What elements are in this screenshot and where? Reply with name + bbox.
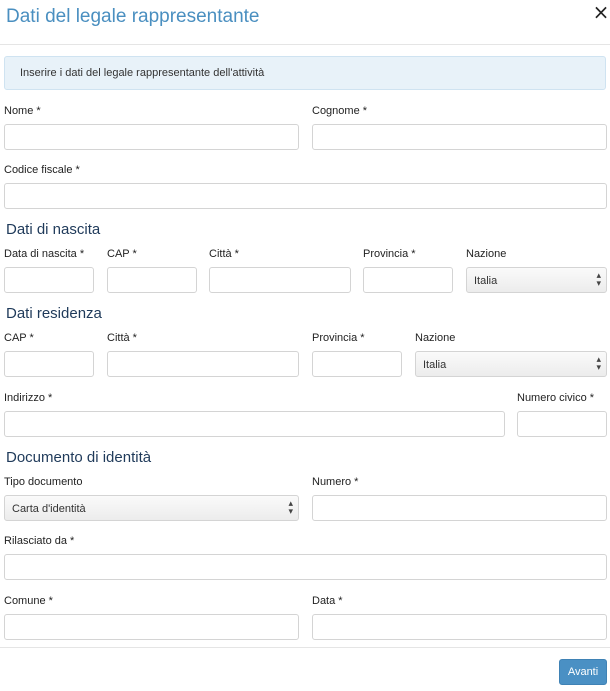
birth-section-title: Dati di nascita [6, 221, 101, 238]
close-icon[interactable]: × [592, 0, 610, 24]
select-arrows-icon: ▴ ▾ [596, 355, 601, 373]
issue-date-input[interactable] [312, 614, 607, 640]
codice-fiscale-input[interactable] [4, 183, 607, 209]
residence-province-label: Provincia * [312, 332, 365, 344]
municipality-label: Comune * [4, 595, 53, 607]
document-type-value: Carta d'identità [12, 503, 86, 515]
residence-nation-label: Nazione [415, 332, 456, 344]
issued-by-input[interactable] [4, 554, 607, 580]
residence-city-input[interactable] [107, 351, 299, 377]
document-number-input[interactable] [312, 495, 607, 521]
birth-cap-label: CAP * [107, 248, 137, 260]
street-number-input[interactable] [517, 411, 607, 437]
info-alert [4, 56, 606, 90]
issue-date-label: Data * [312, 595, 343, 607]
info-text: Inserire i dati del legale rappresentante dell'attività [20, 67, 265, 79]
issued-by-label: Rilasciato da * [4, 535, 75, 547]
birth-date-input[interactable] [4, 267, 94, 293]
document-section-title: Documento di identità [6, 449, 152, 466]
cognome-label: Cognome * [312, 105, 368, 117]
document-type-label: Tipo documento [4, 476, 83, 488]
birth-date-label: Data di nascita * [4, 248, 85, 260]
codice-fiscale-label: Codice fiscale * [4, 164, 80, 176]
street-number-label: Numero civico * [517, 392, 595, 404]
address-input[interactable] [4, 411, 505, 437]
modal-title: Dati del legale rappresentante [6, 6, 260, 27]
residence-cap-label: CAP * [4, 332, 34, 344]
address-label: Indirizzo * [4, 392, 53, 404]
residence-province-input[interactable] [312, 351, 402, 377]
document-number-label: Numero * [312, 476, 359, 488]
select-arrows-icon: ▴ ▾ [596, 271, 601, 289]
birth-province-input[interactable] [363, 267, 453, 293]
header-divider [0, 44, 610, 45]
nome-input[interactable] [4, 124, 299, 150]
cognome-input[interactable] [312, 124, 607, 150]
next-button[interactable]: Avanti [559, 659, 607, 685]
residence-cap-input[interactable] [4, 351, 94, 377]
municipality-input[interactable] [4, 614, 299, 640]
birth-province-label: Provincia * [363, 248, 416, 260]
residence-section-title: Dati residenza [6, 305, 102, 322]
birth-nation-label: Nazione [466, 248, 507, 260]
footer-divider [0, 647, 610, 648]
birth-cap-input[interactable] [107, 267, 197, 293]
residence-city-label: Città * [107, 332, 137, 344]
birth-city-input[interactable] [209, 267, 351, 293]
birth-nation-select[interactable] [466, 267, 607, 293]
select-arrows-icon: ▴ ▾ [288, 499, 293, 517]
document-type-select[interactable] [4, 495, 299, 521]
residence-nation-value: Italia [423, 359, 447, 371]
birth-nation-value: Italia [474, 275, 498, 287]
residence-nation-select[interactable] [415, 351, 607, 377]
birth-city-label: Città * [209, 248, 239, 260]
nome-label: Nome * [4, 105, 41, 117]
